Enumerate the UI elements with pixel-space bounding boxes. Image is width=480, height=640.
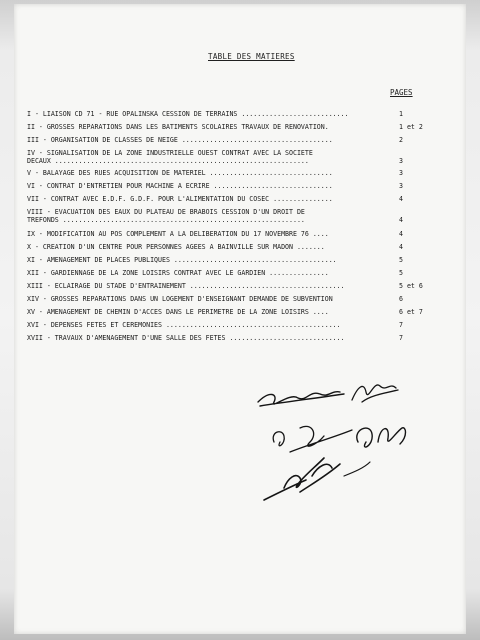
toc-entry xyxy=(27,136,447,144)
toc-entry xyxy=(27,334,447,342)
toc-entry xyxy=(27,195,447,203)
toc-entry-title: TREFONDS ............................................................. xyxy=(27,216,305,224)
toc-entry xyxy=(27,157,447,165)
toc-entry-title: V - BALAYAGE DES RUES ACQUISITION DE MATERIEL ............................... xyxy=(27,169,333,177)
toc-entry xyxy=(27,308,447,316)
toc-entry xyxy=(27,182,447,190)
signature-6 xyxy=(344,462,370,476)
document-title: TABLE DES MATIERES xyxy=(208,52,295,61)
toc-entry-title: VI - CONTRAT D'ENTRETIEN POUR MACHINE A ECRIRE .............................. xyxy=(27,182,333,190)
signature-4 xyxy=(357,428,406,447)
toc-entry-title: XI - AMENAGEMENT DE PLACES PUBLIQUES ......................................... xyxy=(27,256,337,264)
toc-entry-title: IX - MODIFICATION AU POS COMPLEMENT A LA DELIBERATION DU 17 NOVEMBRE 76 .... xyxy=(27,230,329,238)
toc-entry-page: 4 xyxy=(399,243,403,251)
toc-entry xyxy=(27,169,447,177)
toc-entry-title: II - GROSSES REPARATIONS DANS LES BATIMENTS SCOLAIRES TRAVAUX DE RENOVATION. xyxy=(27,123,329,131)
toc-entry-page: 7 xyxy=(399,334,403,342)
toc-entry-title: I - LIAISON CD 71 - RUE OPALINSKA CESSION DE TERRAINS ........................... xyxy=(27,110,349,118)
toc-entry xyxy=(27,243,447,251)
toc-entry-page: 4 xyxy=(399,216,403,224)
signature-5 xyxy=(264,458,340,500)
toc-entry-title: XVII - TRAVAUX D'AMENAGEMENT D'UNE SALLE DES FETES ............................. xyxy=(27,334,345,342)
toc-entry-title: VIII - EVACUATION DES EAUX DU PLATEAU DE BRABOIS CESSION D'UN DROIT DE xyxy=(27,208,305,216)
toc-entry xyxy=(27,295,447,303)
toc-entry xyxy=(27,208,447,216)
toc-entry xyxy=(27,216,447,224)
toc-entry-page: 5 xyxy=(399,256,403,264)
toc-entry-page: 2 xyxy=(399,136,403,144)
document-page xyxy=(14,4,466,634)
toc-entry-title: XV - AMENAGEMENT DE CHEMIN D'ACCES DANS LE PERIMETRE DE LA ZONE LOISIRS .... xyxy=(27,308,329,316)
toc-entry-page: 3 xyxy=(399,182,403,190)
toc-entry xyxy=(27,123,447,131)
toc-entry-page: 4 xyxy=(399,230,403,238)
toc-entry-page: 6 et 7 xyxy=(399,308,423,316)
toc-entry xyxy=(27,321,447,329)
signature-2 xyxy=(352,385,398,402)
toc-entry-page: 3 xyxy=(399,157,403,165)
toc-entry-title: XIV - GROSSES REPARATIONS DANS UN LOGEMENT D'ENSEIGNANT DEMANDE DE SUBVENTION xyxy=(27,295,333,303)
toc-entry-title: XVI - DEPENSES FETES ET CEREMONIES ............................................ xyxy=(27,321,341,329)
toc-entry-page: 7 xyxy=(399,321,403,329)
toc-entry-page: 1 xyxy=(399,110,403,118)
toc-entry-page: 3 xyxy=(399,169,403,177)
toc-entry-title: XII - GARDIENNAGE DE LA ZONE LOISIRS CONTRAT AVEC LE GARDIEN ............... xyxy=(27,269,329,277)
toc-entry-title: III - ORGANISATION DE CLASSES DE NEIGE ...................................... xyxy=(27,136,333,144)
toc-entry-title: VII - CONTRAT AVEC E.D.F. G.D.F. POUR L'ALIMENTATION DU COSEC ............... xyxy=(27,195,333,203)
signatures-block xyxy=(240,372,430,512)
toc-entry xyxy=(27,149,447,157)
toc-entry-page: 5 xyxy=(399,269,403,277)
signatures-icon xyxy=(240,372,430,512)
toc-entry-page: 5 et 6 xyxy=(399,282,423,290)
toc-entry-page: 1 et 2 xyxy=(399,123,423,131)
toc-entry xyxy=(27,282,447,290)
toc-entry xyxy=(27,269,447,277)
toc-entry-page: 6 xyxy=(399,295,403,303)
toc-entry xyxy=(27,110,447,118)
toc-entry xyxy=(27,256,447,264)
toc-entry-title: X - CREATION D'UN CENTRE POUR PERSONNES AGEES A BAINVILLE SUR MADON ....... xyxy=(27,243,325,251)
signature-1 xyxy=(258,392,344,406)
toc-entry-title: IV - SIGNALISATION DE LA ZONE INDUSTRIELLE OUEST CONTRAT AVEC LA SOCIETE xyxy=(27,149,313,157)
toc-entry-page: 4 xyxy=(399,195,403,203)
toc-entry-title: XIII - ECLAIRAGE DU STADE D'ENTRAINEMENT ....................................... xyxy=(27,282,345,290)
pages-column-header: PAGES xyxy=(390,88,413,97)
toc-entry xyxy=(27,230,447,238)
signature-3 xyxy=(273,426,352,452)
toc-entry-title: DECAUX ................................................................ xyxy=(27,157,309,165)
